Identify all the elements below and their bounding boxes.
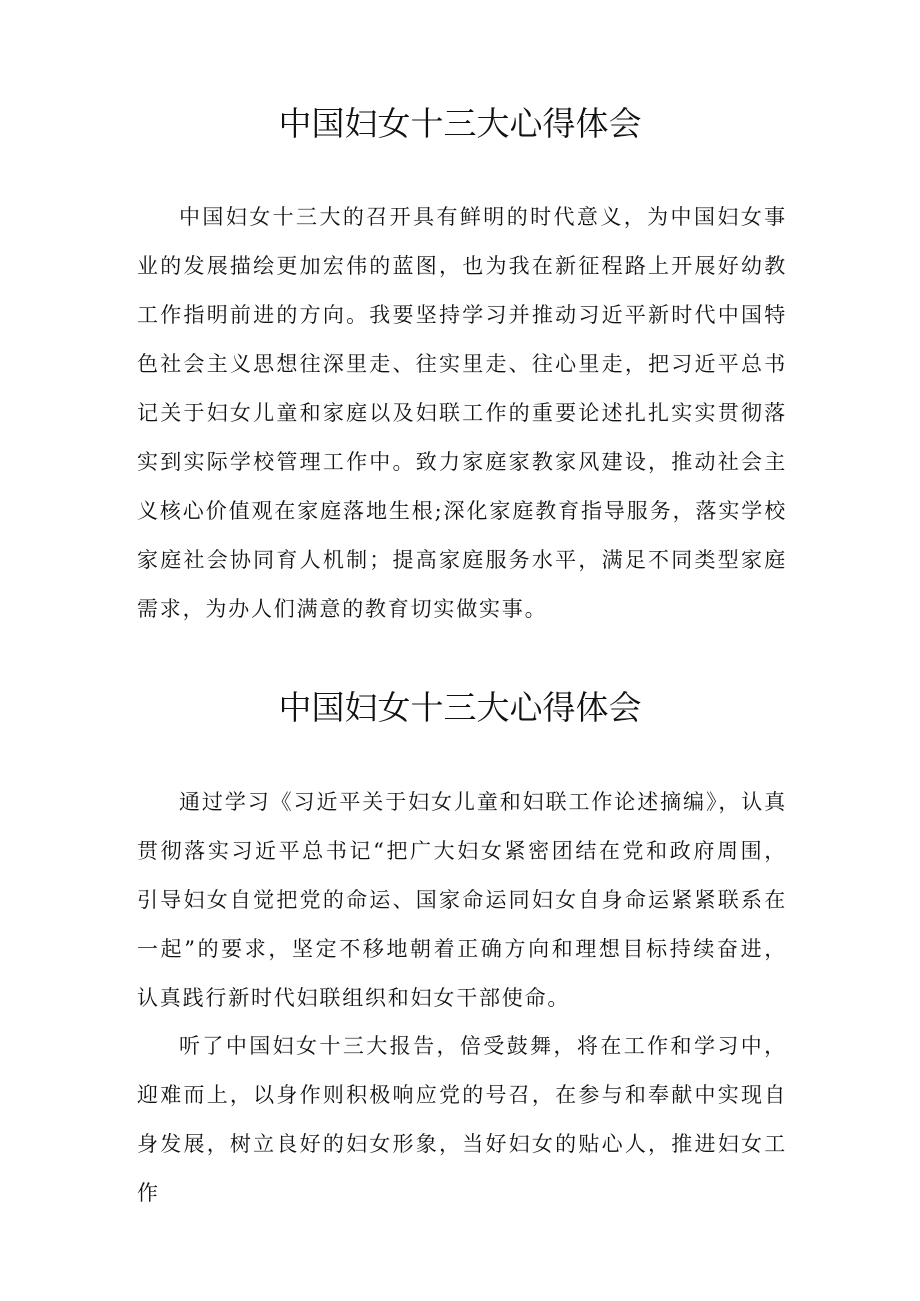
section-2-paragraph-1: 通过学习《习近平关于妇女儿童和妇联工作论述摘编》，认真贯彻落实习近平总书记“把广大妇女紧密团结在党和政府周围，引导妇女自觉把党的命运、国家命运同妇女自身命运紧紧联系在一起”的要求，坚定不移地朝着正确方向和理想目标持续奋进，认真践行新时代妇联组织和妇女干部使命。: [137, 790, 787, 1010]
section-2-paragraph-2: 听了中国妇女十三大报告，倍受鼓舞，将在工作和学习中，迎难而上，以身作则积极响应党的号召，在参与和奉献中实现自身发展，树立良好的妇女形象，当好妇女的贴心人，推进妇女工作: [137, 1034, 787, 1205]
section-1-title: 中国妇女十三大心得体会: [278, 104, 642, 143]
section-1-paragraph: 中国妇女十三大的召开具有鲜明的时代意义，为中国妇女事业的发展描绘更加宏伟的蓝图，也为我在新征程路上开展好幼教工作指明前进的方向。我要坚持学习并推动习近平新时代中国特色社会主义思想往深里走、往实里走、往心里走，把习近平总书记关于妇女儿童和家庭以及妇联工作的重要论述扎扎实实贯彻落实到实际学校管理工作中。致力家庭家教家风建设，推动社会主义核心价值观在家庭落地生根;深化家庭教育指导服务，落实学校家庭社会协同育人机制；提高家庭服务水平，满足不同类型家庭需求，为办人们满意的教育切实做实事。: [137, 205, 787, 621]
section-2-title: 中国妇女十三大心得体会: [278, 688, 642, 727]
